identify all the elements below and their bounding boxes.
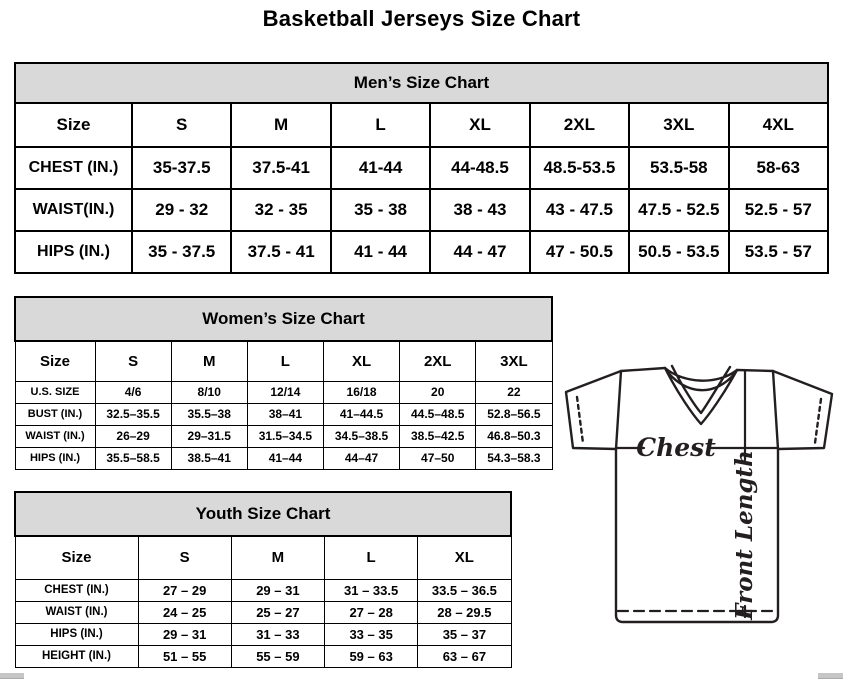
column-header-row <box>15 341 552 381</box>
jersey-shoulder-seam-left <box>616 371 621 449</box>
size-value-cell: 53.5-58 <box>629 147 728 189</box>
row-label: WAIST(IN.) <box>15 189 132 231</box>
size-value-cell: 52.5 - 57 <box>729 189 828 231</box>
size-value-cell: 38–41 <box>247 403 323 425</box>
size-value-cell: 51 – 55 <box>138 645 231 667</box>
column-header-row <box>15 536 511 579</box>
size-value-cell: 8/10 <box>171 381 247 403</box>
size-value-cell: 41 - 44 <box>331 231 430 273</box>
size-value-cell: 4/6 <box>95 381 171 403</box>
row-label: HIPS (IN.) <box>15 447 95 469</box>
size-value-cell: 44–47 <box>323 447 399 469</box>
row-label: WAIST (IN.) <box>15 425 95 447</box>
size-value-cell: 38 - 43 <box>430 189 529 231</box>
size-value-cell: 37.5-41 <box>231 147 330 189</box>
jersey-outline <box>566 368 832 622</box>
front-length-label: Front Length <box>731 450 758 620</box>
row-label: HIPS (IN.) <box>15 231 132 273</box>
table-title: Men’s Size Chart <box>15 63 828 103</box>
size-value-cell: 26–29 <box>95 425 171 447</box>
jersey-shoulder-seam-right <box>773 371 778 449</box>
row-label: BUST (IN.) <box>15 403 95 425</box>
table-row <box>15 381 552 403</box>
column-header: M <box>171 341 247 381</box>
jersey-collar <box>665 366 737 424</box>
column-header: S <box>132 103 231 147</box>
size-value-cell: 41–44 <box>247 447 323 469</box>
size-value-cell: 47 - 50.5 <box>530 231 629 273</box>
column-header: L <box>331 103 430 147</box>
size-value-cell: 27 – 28 <box>325 601 418 623</box>
table-row <box>15 189 828 231</box>
size-value-cell: 31 – 33.5 <box>325 579 418 601</box>
size-value-cell: 44.5–48.5 <box>400 403 476 425</box>
table-row <box>15 425 552 447</box>
column-header: M <box>231 536 324 579</box>
size-value-cell: 35.5–58.5 <box>95 447 171 469</box>
size-value-cell: 35 - 38 <box>331 189 430 231</box>
size-value-cell: 33 – 35 <box>325 623 418 645</box>
column-header: 3XL <box>476 341 552 381</box>
page-title: Basketball Jerseys Size Chart <box>262 6 581 31</box>
row-label: CHEST (IN.) <box>15 147 132 189</box>
size-value-cell: 20 <box>400 381 476 403</box>
size-value-cell: 44-48.5 <box>430 147 529 189</box>
column-header: Size <box>15 341 95 381</box>
size-value-cell: 35 - 37.5 <box>132 231 231 273</box>
size-value-cell: 59 – 63 <box>325 645 418 667</box>
size-value-cell: 35-37.5 <box>132 147 231 189</box>
column-header: L <box>247 341 323 381</box>
column-header-row <box>15 103 828 147</box>
womens-size-chart-table <box>14 296 553 470</box>
size-value-cell: 29 – 31 <box>231 579 324 601</box>
table-row <box>15 231 828 273</box>
chest-label: Chest <box>636 433 716 462</box>
column-header: L <box>325 536 418 579</box>
size-value-cell: 41-44 <box>331 147 430 189</box>
size-value-cell: 22 <box>476 381 552 403</box>
size-value-cell: 47–50 <box>400 447 476 469</box>
table-title: Youth Size Chart <box>15 492 511 536</box>
column-header: XL <box>418 536 511 579</box>
size-value-cell: 29 - 32 <box>132 189 231 231</box>
mens-size-chart-table <box>14 62 829 274</box>
size-value-cell: 58-63 <box>729 147 828 189</box>
table-row <box>15 623 511 645</box>
column-header: XL <box>430 103 529 147</box>
column-header: 4XL <box>729 103 828 147</box>
size-value-cell: 16/18 <box>323 381 399 403</box>
size-value-cell: 34.5–38.5 <box>323 425 399 447</box>
size-value-cell: 53.5 - 57 <box>729 231 828 273</box>
size-value-cell: 33.5 – 36.5 <box>418 579 511 601</box>
table-row <box>15 645 511 667</box>
row-label: CHEST (IN.) <box>15 579 138 601</box>
size-value-cell: 29–31.5 <box>171 425 247 447</box>
table-title: Women’s Size Chart <box>15 297 552 341</box>
size-value-cell: 37.5 - 41 <box>231 231 330 273</box>
table-row <box>15 403 552 425</box>
size-value-cell: 12/14 <box>247 381 323 403</box>
size-value-cell: 48.5-53.5 <box>530 147 629 189</box>
sleeve-dash-right <box>815 399 821 443</box>
column-header: 2XL <box>530 103 629 147</box>
size-value-cell: 38.5–42.5 <box>400 425 476 447</box>
column-header: Size <box>15 536 138 579</box>
size-value-cell: 25 – 27 <box>231 601 324 623</box>
table-row <box>15 579 511 601</box>
jersey-measurement-diagram <box>558 360 840 624</box>
size-value-cell: 54.3–58.3 <box>476 447 552 469</box>
size-value-cell: 35.5–38 <box>171 403 247 425</box>
row-label: HIPS (IN.) <box>15 623 138 645</box>
size-value-cell: 24 – 25 <box>138 601 231 623</box>
scrollbar-fragment-left[interactable] <box>0 673 24 679</box>
size-value-cell: 44 - 47 <box>430 231 529 273</box>
table-row <box>15 447 552 469</box>
table-row <box>15 147 828 189</box>
column-header: 2XL <box>400 341 476 381</box>
size-value-cell: 28 – 29.5 <box>418 601 511 623</box>
row-label: U.S. SIZE <box>15 381 95 403</box>
column-header: S <box>138 536 231 579</box>
size-value-cell: 31 – 33 <box>231 623 324 645</box>
column-header: S <box>95 341 171 381</box>
size-value-cell: 31.5–34.5 <box>247 425 323 447</box>
size-value-cell: 55 – 59 <box>231 645 324 667</box>
youth-size-chart-table <box>14 491 512 668</box>
size-value-cell: 32 - 35 <box>231 189 330 231</box>
size-value-cell: 38.5–41 <box>171 447 247 469</box>
size-value-cell: 43 - 47.5 <box>530 189 629 231</box>
size-value-cell: 29 – 31 <box>138 623 231 645</box>
column-header: M <box>231 103 330 147</box>
size-value-cell: 32.5–35.5 <box>95 403 171 425</box>
size-value-cell: 52.8–56.5 <box>476 403 552 425</box>
column-header: XL <box>323 341 399 381</box>
size-value-cell: 27 – 29 <box>138 579 231 601</box>
size-value-cell: 35 – 37 <box>418 623 511 645</box>
size-value-cell: 41–44.5 <box>323 403 399 425</box>
size-value-cell: 47.5 - 52.5 <box>629 189 728 231</box>
row-label: WAIST (IN.) <box>15 601 138 623</box>
scrollbar-fragment-right[interactable] <box>818 673 843 679</box>
column-header: 3XL <box>629 103 728 147</box>
size-value-cell: 50.5 - 53.5 <box>629 231 728 273</box>
row-label: HEIGHT (IN.) <box>15 645 138 667</box>
table-row <box>15 601 511 623</box>
sleeve-dash-left <box>577 397 583 443</box>
size-value-cell: 63 – 67 <box>418 645 511 667</box>
column-header: Size <box>15 103 132 147</box>
size-value-cell: 46.8–50.3 <box>476 425 552 447</box>
